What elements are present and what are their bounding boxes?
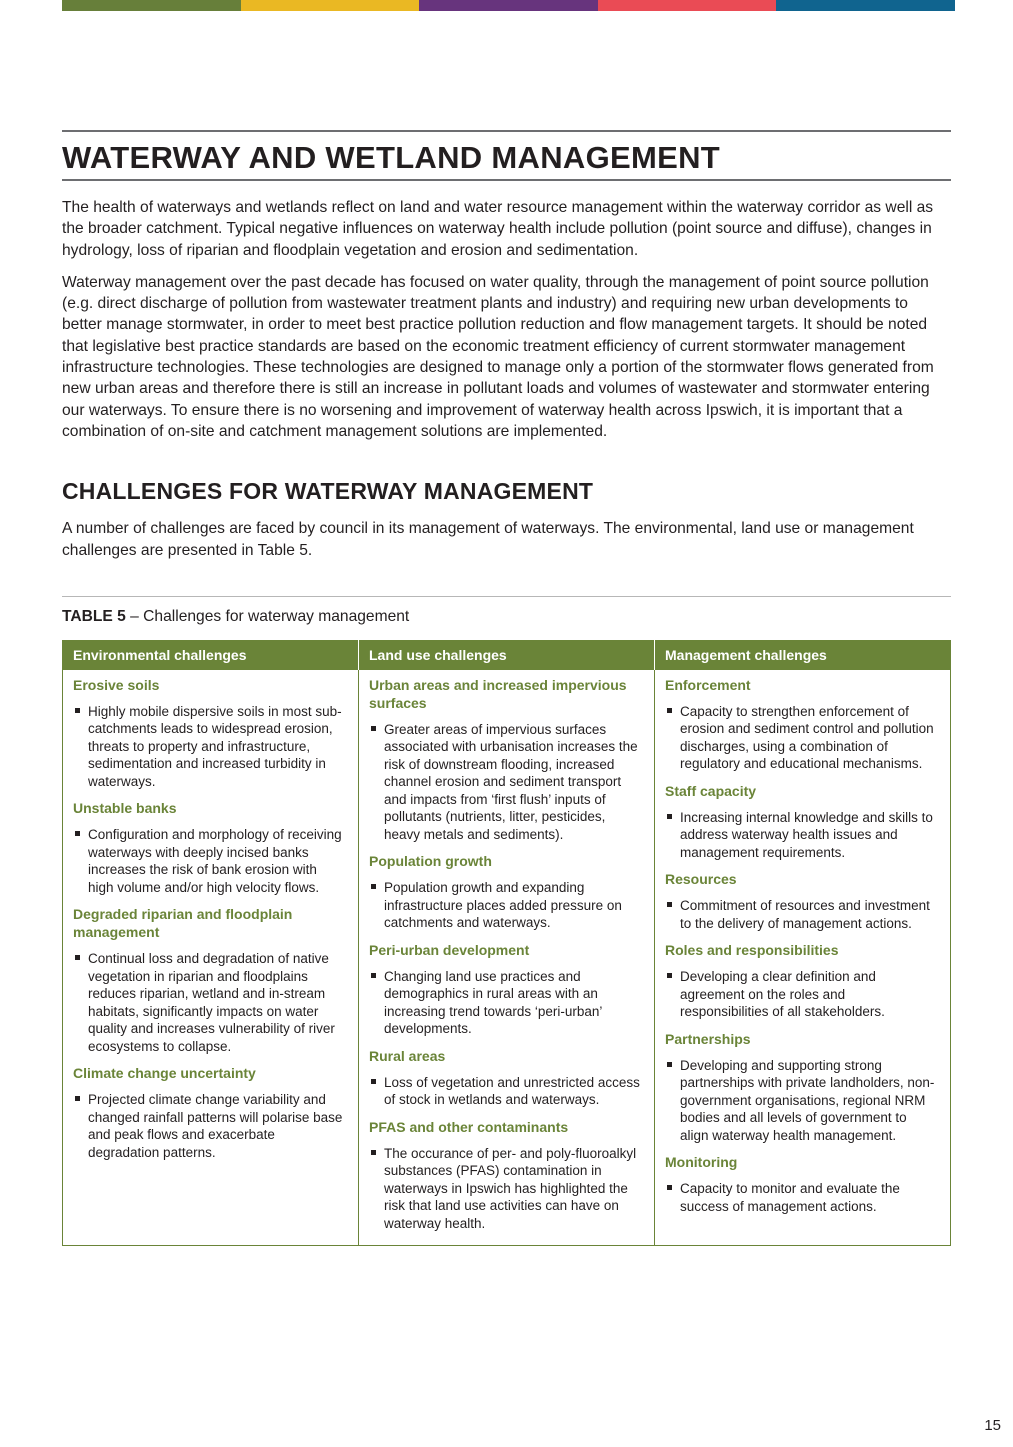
challenge-title: Partnerships [665, 1030, 751, 1047]
color-bar-segment [62, 0, 241, 11]
challenge-point: Loss of vegetation and unrestricted access of stock in wetlands and waterways. [369, 1074, 640, 1109]
column-cell [655, 670, 951, 1246]
challenge-point: Projected climate change variability and changed rainfall patterns will polarise base and peak flows and exacerbate degradation patterns. [73, 1091, 344, 1161]
column-cell [63, 670, 359, 1246]
color-bar-segment [776, 0, 955, 11]
challenge-point: Continual loss and degradation of native vegetation in riparian and floodplains reduces riparian, wetland and in-stream habitats, significantly impacts on water quality and increases vulnerability of river ecosystems to collapse. [73, 950, 344, 1055]
table-caption [62, 607, 951, 627]
challenge-point: Developing and supporting strong partnerships with private landholders, non-government organisations, regional NRM bodies and all levels of government to align waterway health management. [665, 1057, 936, 1145]
challenge-point: Capacity to strengthen enforcement of erosion and sediment control and pollution discharges, using a combination of regulatory and educational mechanisms. [665, 703, 936, 773]
table-body-row [63, 670, 951, 1246]
challenge-points [369, 879, 640, 932]
challenge-title: Population growth [369, 853, 492, 870]
page-title: WATERWAY AND WETLAND MANAGEMENT [62, 140, 720, 175]
challenge-title: Staff capacity [665, 782, 757, 799]
table-caption-text: – Challenges for waterway management [125, 607, 410, 625]
column-header: Environmental challenges [63, 640, 359, 670]
paragraph-intro: The health of waterways and wetlands reflect on land and water resource management within the waterway corridor as well as the broader catchment. Typical negative influences on waterway health include pollution (point source and diffuse), changes in hydrology, loss of riparian and floodplain vegetation and erosion and sedimentation. [62, 199, 934, 259]
color-bar-segment [598, 0, 777, 11]
column-cell [359, 670, 655, 1246]
challenge-title: Unstable banks [73, 800, 177, 817]
challenge-title: Peri-urban development [369, 941, 530, 958]
challenge-title: Rural areas [369, 1047, 446, 1064]
column-header: Land use challenges [359, 640, 655, 670]
challenge-title: Monitoring [665, 1154, 738, 1171]
paragraph-management: Waterway management over the past decade has focused on water quality, through the management of point source pollution (e.g. direct discharge of pollution from wastewater treatment plants and industry) and requiring new urban developments to better manage stormwater, in order to meet best practice pollution reduction and flow management targets. It should be noted that legislative best practice standards are based on the economic treatment efficiency of current stormwater management infrastructure technologies. These technologies are designed to manage only a portion of the stormwater flows generated from new urban areas and therefore there is still an increase in pollutant loads and volumes of wastewater and stormwater entering our waterways. To ensure there is no worsening and improvement of waterway health across Ipswich, it is important that a combination of on-site and catchment management solutions are implemented. [62, 273, 934, 440]
challenge-points [73, 703, 344, 791]
challenge-title: Roles and responsibilities [665, 942, 839, 959]
title-bottom-rule [62, 179, 951, 181]
section-heading: CHALLENGES FOR WATERWAY MANAGEMENT [62, 478, 594, 505]
challenge-point: Commitment of resources and investment to the delivery of management actions. [665, 897, 936, 932]
challenge-title: PFAS and other contaminants [369, 1118, 569, 1135]
challenge-point: Changing land use practices and demographics in rural areas with an increasing trend towards ‘peri-urban’ developments. [369, 968, 640, 1038]
challenge-point: Developing a clear definition and agreement on the roles and responsibilities of all stakeholders. [665, 968, 936, 1021]
challenge-points [369, 968, 640, 1038]
challenge-point: Highly mobile dispersive soils in most sub-catchments leads to widespread erosion, threats to property and infrastructure, sedimentation and increased turbidity in waterways. [73, 703, 344, 791]
challenge-points [73, 826, 344, 896]
color-bar-segment [419, 0, 598, 11]
challenge-title: Erosive soils [73, 676, 160, 693]
challenge-title: Enforcement [665, 676, 751, 693]
challenge-points [369, 721, 640, 844]
challenge-point: Greater areas of impervious surfaces associated with urbanisation increases the risk of downstream flooding, increased channel erosion and sediment transport and impacts from ‘first flush’ inputs of pollutants (nutrients, litter, pesticides, heavy metals and sediments). [369, 721, 640, 844]
challenge-point: Population growth and expanding infrastructure places added pressure on catchments and waterways. [369, 879, 640, 932]
color-bar [62, 0, 955, 11]
challenge-point: Configuration and morphology of receiving waterways with deeply incised banks increases the risk of bank erosion with high volume and/or high velocity flows. [73, 826, 344, 896]
challenge-title: Climate change uncertainty [73, 1065, 256, 1082]
challenges-intro: A number of challenges are faced by council in its management of waterways. The environmental, land use or management challenges are presented in Table 5. [62, 520, 914, 559]
challenge-points [369, 1145, 640, 1233]
table-caption-label: TABLE 5 [62, 607, 126, 625]
challenge-points [665, 1057, 936, 1145]
color-bar-segment [241, 0, 420, 11]
challenge-point: Increasing internal knowledge and skills to address waterway health issues and management requirements. [665, 809, 936, 862]
challenge-points [665, 897, 936, 932]
challenge-point: The occurance of per- and poly-fluoroalkyl substances (PFAS) contamination in waterways in Ipswich has highlighted the risk that land use activities can have on waterway health. [369, 1145, 640, 1233]
challenge-points [369, 1074, 640, 1109]
page-number: 15 [984, 1417, 1001, 1434]
challenge-point: Capacity to monitor and evaluate the success of management actions. [665, 1180, 936, 1215]
challenges-table [62, 640, 951, 1247]
challenge-title: Degraded riparian and floodplain management [73, 906, 293, 941]
challenge-points [73, 1091, 344, 1161]
challenge-points [665, 809, 936, 862]
challenge-title: Urban areas and increased impervious surfaces [369, 676, 627, 711]
challenge-points [73, 950, 344, 1055]
challenge-title: Resources [665, 871, 737, 888]
page-content [62, 130, 951, 1246]
challenge-points [665, 703, 936, 773]
column-header: Management challenges [655, 640, 951, 670]
challenge-points [665, 1180, 936, 1215]
challenge-points [665, 968, 936, 1021]
title-top-rule [62, 130, 951, 132]
table-top-rule [62, 596, 951, 597]
table-header-row [63, 640, 951, 670]
